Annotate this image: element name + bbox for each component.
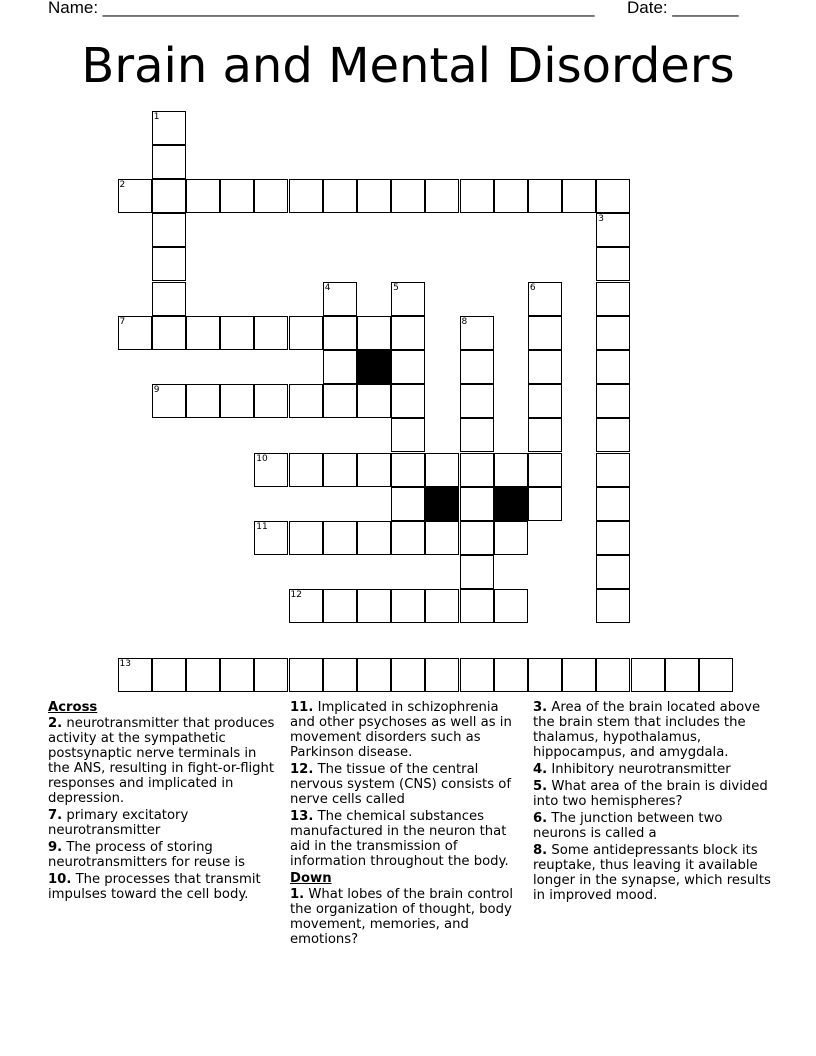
clue-number: 6. bbox=[533, 811, 548, 826]
clue-down-6 bbox=[533, 811, 773, 841]
crossword-cell[interactable] bbox=[494, 179, 528, 213]
crossword-cell[interactable] bbox=[460, 384, 494, 418]
crossword-cell[interactable] bbox=[289, 384, 323, 418]
crossword-cell[interactable] bbox=[254, 316, 288, 350]
crossword-cell[interactable] bbox=[596, 179, 630, 213]
crossword-cell[interactable] bbox=[357, 589, 391, 623]
clue-number-label: 10 bbox=[256, 453, 268, 464]
crossword-cell[interactable] bbox=[460, 350, 494, 384]
clue-across-7 bbox=[48, 808, 282, 838]
clue-number-label: 2 bbox=[119, 179, 126, 190]
clue-across-12 bbox=[290, 762, 526, 807]
clue-text: neurotransmitter that produces activity at the sympathetic postsynaptic nerve terminals in the ANS, resulting in fight-or-flight responses and implicated in depression. bbox=[48, 716, 275, 806]
crossword-cell[interactable] bbox=[494, 521, 528, 555]
crossword-cell[interactable] bbox=[460, 453, 494, 487]
crossword-cell[interactable] bbox=[220, 658, 254, 692]
clue-number: 12. bbox=[290, 762, 314, 777]
crossword-cell[interactable] bbox=[596, 589, 630, 623]
crossword-cell[interactable] bbox=[391, 179, 425, 213]
clues-column-2 bbox=[290, 700, 526, 949]
crossword-cell[interactable] bbox=[596, 418, 630, 452]
crossword-cell[interactable] bbox=[289, 316, 323, 350]
black-cell bbox=[425, 487, 459, 521]
clue-text: Inhibitory neurotransmitter bbox=[547, 762, 731, 777]
crossword-cell[interactable] bbox=[357, 521, 391, 555]
crossword-cell[interactable] bbox=[323, 589, 357, 623]
crossword-cell[interactable] bbox=[323, 350, 357, 384]
clue-number-label: 5 bbox=[393, 282, 399, 293]
clue-text: Area of the brain located above the brain stem that includes the thalamus, hypothalamus, hippocampus, and amygdala. bbox=[533, 700, 761, 760]
crossword-cell[interactable] bbox=[391, 453, 425, 487]
clue-across-11 bbox=[290, 700, 526, 760]
crossword-cell[interactable] bbox=[323, 179, 357, 213]
crossword-cell[interactable] bbox=[254, 521, 288, 555]
crossword-cell[interactable] bbox=[596, 213, 630, 247]
clue-text: What lobes of the brain control the organization of thought, body movement, memories, and emotions? bbox=[290, 887, 514, 947]
clue-number: 9. bbox=[48, 840, 63, 855]
crossword-cell[interactable] bbox=[460, 487, 494, 521]
clue-text: What area of the brain is divided into two hemispheres? bbox=[533, 779, 768, 809]
clue-across-2 bbox=[48, 716, 282, 806]
crossword-cell[interactable] bbox=[596, 247, 630, 281]
black-cell bbox=[494, 487, 528, 521]
crossword-cell[interactable] bbox=[357, 316, 391, 350]
crossword-cell[interactable] bbox=[631, 658, 665, 692]
crossword-cell[interactable] bbox=[528, 350, 562, 384]
crossword-cell[interactable] bbox=[254, 179, 288, 213]
crossword-cell[interactable] bbox=[596, 487, 630, 521]
crossword-cell[interactable] bbox=[460, 521, 494, 555]
crossword-cell[interactable] bbox=[289, 589, 323, 623]
crossword-cell[interactable] bbox=[118, 179, 152, 213]
clues-column-1 bbox=[48, 700, 282, 904]
black-cell bbox=[357, 350, 391, 384]
crossword-cell[interactable] bbox=[460, 658, 494, 692]
crossword-cell[interactable] bbox=[152, 179, 186, 213]
clue-number: 10. bbox=[48, 872, 72, 887]
clue-number-label: 13 bbox=[119, 658, 131, 669]
crossword-cell[interactable] bbox=[596, 453, 630, 487]
crossword-cell[interactable] bbox=[460, 589, 494, 623]
clue-number: 2. bbox=[48, 716, 63, 731]
crossword-cell[interactable] bbox=[186, 316, 220, 350]
crossword-cell[interactable] bbox=[118, 658, 152, 692]
crossword-cell[interactable] bbox=[323, 316, 357, 350]
clue-number: 11. bbox=[290, 700, 314, 715]
crossword-cell[interactable] bbox=[391, 487, 425, 521]
clue-text: primary excitatory neurotransmitter bbox=[48, 808, 189, 838]
crossword-cell[interactable] bbox=[596, 282, 630, 316]
crossword-cell[interactable] bbox=[289, 453, 323, 487]
crossword-cell[interactable] bbox=[494, 453, 528, 487]
clue-across-10 bbox=[48, 872, 282, 902]
crossword-cell[interactable] bbox=[596, 384, 630, 418]
crossword-cell[interactable] bbox=[596, 350, 630, 384]
clue-number-label: 6 bbox=[529, 282, 536, 293]
crossword-cell[interactable] bbox=[425, 521, 459, 555]
clue-number: 7. bbox=[48, 808, 63, 823]
clue-number-label: 1 bbox=[153, 111, 160, 122]
clue-number-label: 7 bbox=[119, 316, 126, 327]
clue-across-13 bbox=[290, 809, 526, 869]
date-field-label[interactable]: Date: _______ bbox=[627, 0, 739, 17]
crossword-cell[interactable] bbox=[391, 418, 425, 452]
clue-number-label: 8 bbox=[461, 316, 468, 327]
crossword-cell[interactable] bbox=[152, 247, 186, 281]
clue-number-label: 3 bbox=[598, 214, 605, 225]
crossword-cell[interactable] bbox=[494, 658, 528, 692]
clue-text: The processes that transmit impulses toward the cell body. bbox=[48, 872, 261, 902]
crossword-cell[interactable] bbox=[391, 521, 425, 555]
crossword-cell[interactable] bbox=[323, 658, 357, 692]
clue-number: 13. bbox=[290, 809, 314, 824]
clue-number: 1. bbox=[290, 887, 305, 902]
crossword-cell[interactable] bbox=[254, 658, 288, 692]
clue-down-1 bbox=[290, 887, 526, 947]
crossword-cell[interactable] bbox=[357, 453, 391, 487]
crossword-cell[interactable] bbox=[391, 282, 425, 316]
crossword-cell[interactable] bbox=[220, 179, 254, 213]
crossword-cell[interactable] bbox=[323, 453, 357, 487]
crossword-cell[interactable] bbox=[528, 316, 562, 350]
clue-number-label: 12 bbox=[290, 590, 302, 601]
crossword-cell[interactable] bbox=[528, 179, 562, 213]
crossword-cell[interactable] bbox=[699, 658, 733, 692]
crossword-cell[interactable] bbox=[528, 487, 562, 521]
crossword-cell[interactable] bbox=[323, 282, 357, 316]
crossword-cell[interactable] bbox=[186, 179, 220, 213]
crossword-cell[interactable] bbox=[460, 418, 494, 452]
crossword-cell[interactable] bbox=[152, 111, 186, 145]
crossword-cell[interactable] bbox=[152, 316, 186, 350]
crossword-cell[interactable] bbox=[460, 179, 494, 213]
crossword-cell[interactable] bbox=[425, 589, 459, 623]
clue-number: 4. bbox=[533, 762, 548, 777]
clue-text: The chemical substances manufactured in the neuron that aid in the transmission of information throughout the body. bbox=[290, 809, 509, 869]
crossword-cell[interactable] bbox=[596, 658, 630, 692]
crossword-cell[interactable] bbox=[596, 555, 630, 589]
crossword-cell[interactable] bbox=[562, 658, 596, 692]
clue-number-label: 9 bbox=[153, 385, 160, 396]
crossword-cell[interactable] bbox=[152, 213, 186, 247]
clue-across-9 bbox=[48, 840, 282, 870]
crossword-cell[interactable] bbox=[152, 145, 186, 179]
clue-down-8 bbox=[533, 843, 773, 903]
clue-number-label: 11 bbox=[256, 521, 268, 532]
clue-number: 3. bbox=[533, 700, 548, 715]
crossword-cell[interactable] bbox=[152, 282, 186, 316]
clue-text: The tissue of the central nervous system (CNS) consists of nerve cells called bbox=[290, 762, 512, 807]
name-field-label[interactable]: Name: ____________________________________________________ bbox=[48, 0, 595, 17]
clue-text: Implicated in schizophrenia and other psychoses as well as in movement disorders such as Parkinson disease. bbox=[290, 700, 512, 760]
crossword-cell[interactable] bbox=[391, 316, 425, 350]
crossword-cell[interactable] bbox=[357, 384, 391, 418]
crossword-cell[interactable] bbox=[186, 658, 220, 692]
crossword-cell[interactable] bbox=[596, 521, 630, 555]
crossword-cell[interactable] bbox=[391, 589, 425, 623]
clues-column-3 bbox=[533, 700, 773, 905]
crossword-cell[interactable] bbox=[528, 282, 562, 316]
crossword-cell[interactable] bbox=[254, 384, 288, 418]
crossword-cell[interactable] bbox=[391, 384, 425, 418]
crossword-cell[interactable] bbox=[254, 453, 288, 487]
crossword-cell[interactable] bbox=[152, 384, 186, 418]
crossword-cell[interactable] bbox=[562, 179, 596, 213]
crossword-cell[interactable] bbox=[289, 658, 323, 692]
crossword-cell[interactable] bbox=[596, 316, 630, 350]
clue-down-4 bbox=[533, 762, 773, 777]
crossword-cell[interactable] bbox=[425, 453, 459, 487]
crossword-cell[interactable] bbox=[528, 658, 562, 692]
crossword-cell[interactable] bbox=[391, 658, 425, 692]
clue-number: 8. bbox=[533, 843, 548, 858]
clue-down-3 bbox=[533, 700, 773, 760]
crossword-cell[interactable] bbox=[460, 316, 494, 350]
crossword-cell[interactable] bbox=[289, 521, 323, 555]
clue-number: 5. bbox=[533, 779, 548, 794]
crossword-cell[interactable] bbox=[186, 384, 220, 418]
crossword-cell[interactable] bbox=[528, 453, 562, 487]
crossword-cell[interactable] bbox=[118, 316, 152, 350]
clue-text: The junction between two neurons is called a bbox=[533, 811, 723, 841]
crossword-cell[interactable] bbox=[220, 384, 254, 418]
clue-down-5 bbox=[533, 779, 773, 809]
crossword-cell[interactable] bbox=[425, 658, 459, 692]
crossword-cell[interactable] bbox=[425, 179, 459, 213]
crossword-cell[interactable] bbox=[289, 179, 323, 213]
crossword-cell[interactable] bbox=[528, 384, 562, 418]
crossword-cell[interactable] bbox=[528, 418, 562, 452]
crossword-cell[interactable] bbox=[323, 384, 357, 418]
crossword-cell[interactable] bbox=[460, 555, 494, 589]
clue-number-label: 4 bbox=[324, 282, 331, 293]
across-heading: Across bbox=[48, 700, 98, 715]
clue-text: The process of storing neurotransmitters for reuse is bbox=[48, 840, 246, 870]
down-heading: Down bbox=[290, 871, 332, 886]
crossword-cell[interactable] bbox=[357, 179, 391, 213]
crossword-cell[interactable] bbox=[665, 658, 699, 692]
crossword-cell[interactable] bbox=[494, 589, 528, 623]
clue-text: Some antidepressants block its reuptake, thus leaving it available longer in the synapse, which results in improved mood. bbox=[533, 843, 771, 903]
crossword-cell[interactable] bbox=[391, 350, 425, 384]
crossword-cell[interactable] bbox=[152, 658, 186, 692]
crossword-cell[interactable] bbox=[220, 316, 254, 350]
crossword-cell[interactable] bbox=[357, 658, 391, 692]
crossword-cell[interactable] bbox=[323, 521, 357, 555]
page-title: Brain and Mental Disorders bbox=[81, 38, 735, 94]
